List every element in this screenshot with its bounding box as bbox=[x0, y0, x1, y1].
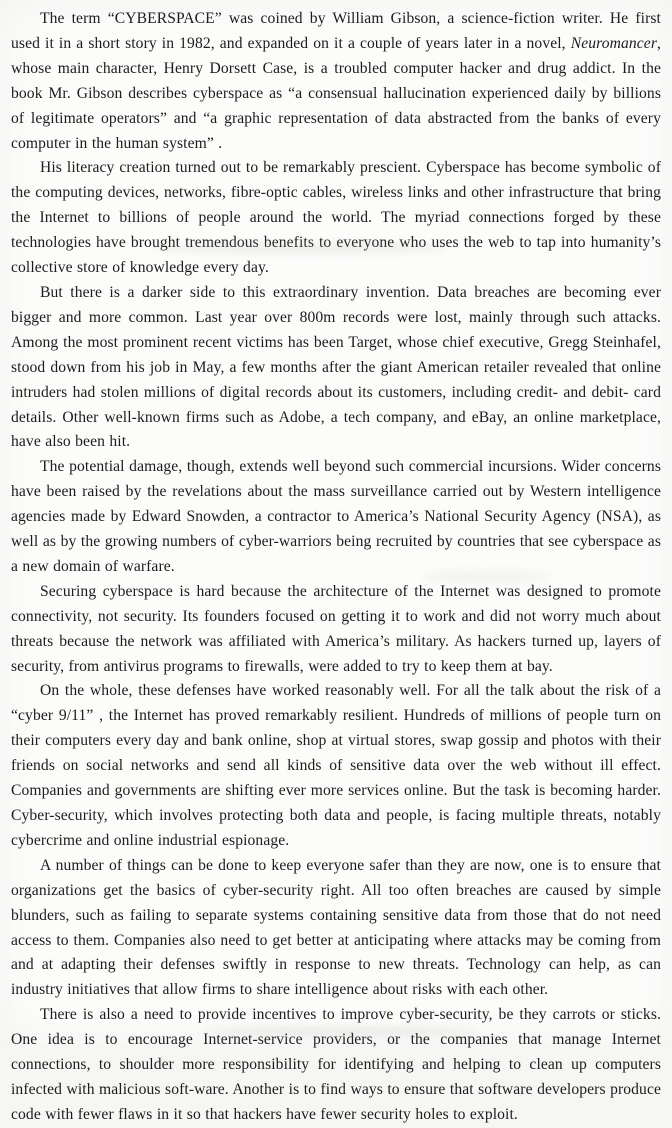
paragraph-3-text: But there is a darker side to this extraordinary invention. Data breaches are becoming ever bigger and more common. Last year over 800m records were lost, mainly through such attacks. Among the most prominent recent victims has been Target, whose chief executive, Gregg Steinhafel, stood down from his job in May, a few months after the giant American retailer revealed that online intruders had stolen millions of digital records about its customers, including credit- and debit- card details. Other well-known firms such as Adobe, a tech company, and eBay, an online marketplace, have also been hit. bbox=[11, 283, 661, 451]
paragraph-cyberspace-term bbox=[11, 7, 661, 156]
paragraph-darker-side bbox=[11, 281, 661, 455]
paragraph-prescient-creation bbox=[11, 156, 661, 281]
paragraph-6-text: On the whole, these defenses have worked reasonably well. For all the talk about the risk of a “cyber 9/11” , the Internet has proved remarkably resilient. Hundreds of millions of people turn on their computers every day and bank online, shop at virtual stores, swap gossip and photos with their friends on social networks and send all kinds of sensitive data over the web without ill effect. Companies and governments are shifting ever more services online. But the task is becoming harder. Cyber-security, which involves protecting both data and people, is facing multiple threats, notably cybercrime and online industrial espionage. bbox=[11, 682, 661, 849]
paragraph-2-text: His literacy creation turned out to be remarkably prescient. Cyberspace has become symbolic of the computing devices, networks, fibre-optic cables, wireless links and other infrastructure that bring the Internet to billions of people around the world. The myriad connections forged by these technologies have brought tremendous benefits to everyone who uses the web to tap into humanity’s collective store of knowledge every day. bbox=[11, 159, 661, 277]
paragraph-8-text: There is also a need to provide incentives to improve cyber-security, be they carrots or sticks. One idea is to encourage Internet-service providers, or the companies that manage Internet connections, to shoulder more responsibility for identifying and helping to clean up computers infected with malicious soft-ware. Another is to find ways to ensure that software developers produce code with fewer flaws in it so that hackers have fewer security holes to exploit. bbox=[11, 1006, 661, 1123]
paragraph-things-to-be-done bbox=[11, 854, 661, 1003]
paragraph-securing-cyberspace bbox=[11, 580, 661, 680]
paragraph-7-text: A number of things can be done to keep everyone safer than they are now, one is to ensure that organizations get the basics of cyber-security right. All too often breaches are caused by simple blunders, such as failing to separate systems containing sensitive data from those that do not need access to them. Companies also need to get better at anticipating where attacks may be coming from and at adapting their defenses swiftly in response to new threats. Technology can help, as can industry initiatives that allow firms to share intelligence about risks with each other. bbox=[11, 856, 661, 999]
book-title-neuromancer: Neuromancer bbox=[570, 34, 657, 52]
paragraph-potential-damage bbox=[11, 455, 661, 580]
paragraph-1-text-continued: , whose main character, Henry Dorsett Case, is a troubled computer hacker and drug addict. In the book Mr. Gibson describes cyberspace as “a consensual hallucination experienced daily by billions of legitimate operators” and “a graphic representation of data abstracted from the banks of every computer in the human system” . bbox=[11, 34, 661, 152]
paragraph-incentives bbox=[11, 1003, 661, 1128]
paragraph-4-text: The potential damage, though, extends well beyond such commercial incursions. Wider concerns have been raised by the revelations about the mass surveillance carried out by Western intelligence agencies made by Edward Snowden, a contractor to America’s National Security Agency (NSA), as well as by the growing numbers of cyber-warriors being recruited by countries that see cyberspace as a new domain of warfare. bbox=[11, 458, 661, 575]
paragraph-1-text: The term “CYBERSPACE” was coined by William Gibson, a science-fiction writer. He first used it in a short story in 1982, and expanded on it a couple of years later in a novel, bbox=[11, 10, 661, 52]
paragraph-5-text: Securing cyberspace is hard because the architecture of the Internet was designed to promote connectivity, not security. Its founders focused on getting it to work and did not worry much about threats because the network was affiliated with America’s military. As hackers turned up, layers of security, from antivirus programs to firewalls, were added to try to keep them at bay. bbox=[11, 582, 661, 675]
paragraph-defenses-worked bbox=[11, 679, 661, 853]
